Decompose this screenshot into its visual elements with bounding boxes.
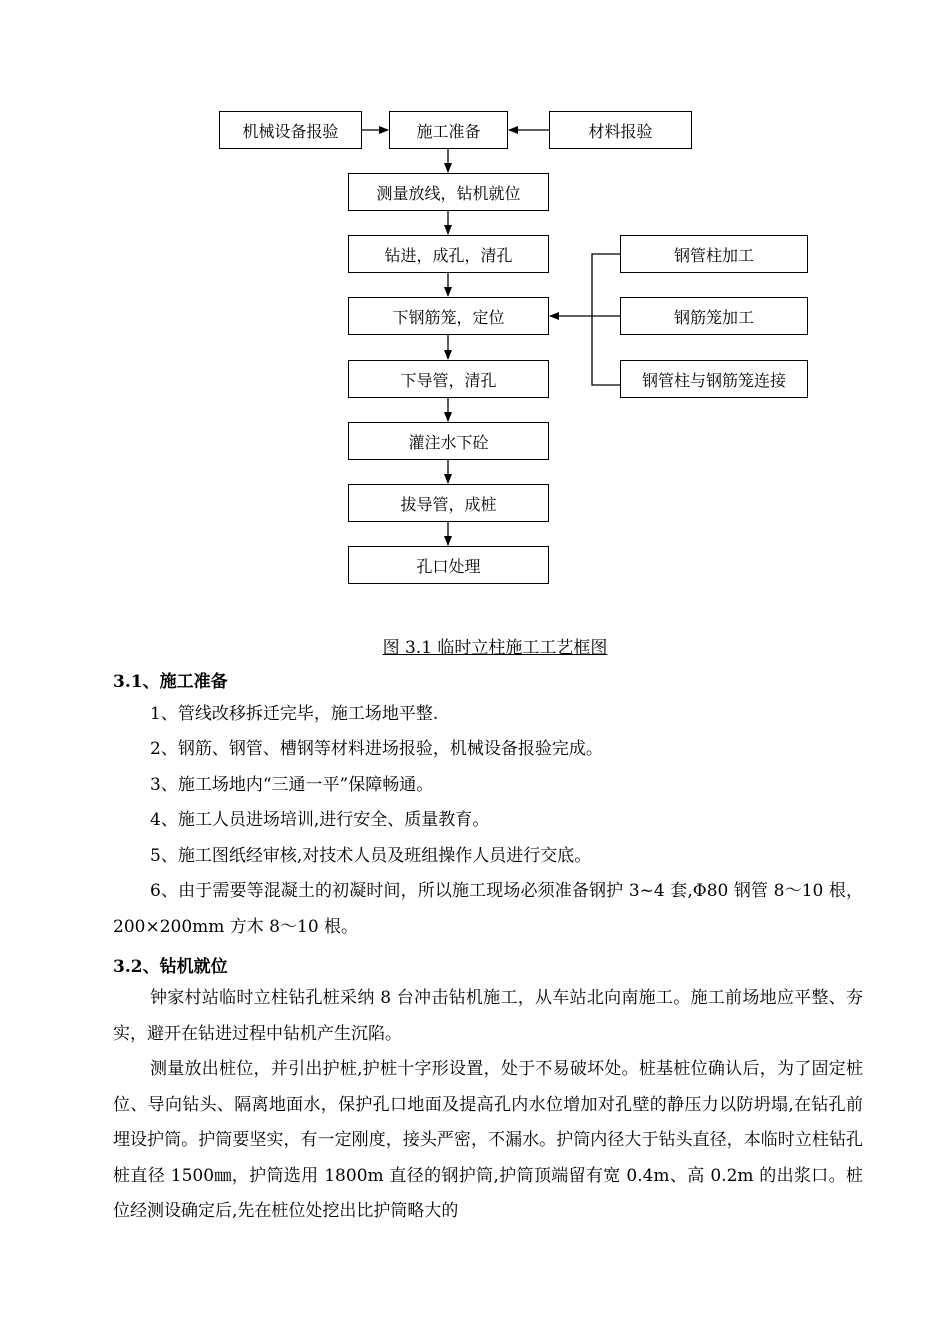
flow-box-column-cage-connect: 钢管柱与钢筋笼连接 <box>620 360 808 398</box>
prep-item-1: 1、管线改移拆迁完毕，施工场地平整. <box>150 704 439 724</box>
flow-box-drilling: 钻进，成孔，清孔 <box>348 235 549 273</box>
flow-box-survey: 测量放线，钻机就位 <box>348 173 549 211</box>
section-heading-3-2: 3.2、钻机就位 <box>113 957 228 977</box>
flow-box-lower-cage: 下钢筋笼，定位 <box>348 297 549 335</box>
flow-box-hole-treatment: 孔口处理 <box>348 546 549 584</box>
prep-item-3: 3、施工场地内“三通一平”保障畅通。 <box>150 775 434 795</box>
flow-box-steel-column: 钢管柱加工 <box>620 235 808 273</box>
prep-item-5: 5、施工图纸经审核,对技术人员及班组操作人员进行交底。 <box>150 846 592 866</box>
flow-box-pull-pipe: 拔导管，成桩 <box>348 484 549 522</box>
drill-setup-paragraph-2: 测量放出桩位，并引出护桩,护桩十字形设置，处于不易破坏处。桩基桩位确认后，为了固定桩位、导向钻头、隔离地面水，保护孔口地面及提高孔内水位增加对孔壁的静压力以防坍塌,在钻孔前埋设护筒。护筒要坚实，有一定刚度，接头严密，不漏水。护筒内径大于钻头直径，本临时立柱钻孔桩直径 1500㎜，护筒选用 1800m 直径的钢护筒,护筒顶端留有宽 0.4m、高 0.2m 的出浆口。桩位经测设确定后,先在桩位处挖出比护筒略大的 <box>113 1059 863 1221</box>
flow-box-cage-fabrication: 钢筋笼加工 <box>620 297 808 335</box>
prep-item-4: 4、施工人员进场培训,进行安全、质量教育。 <box>150 810 490 830</box>
prep-item-6: 6、由于需要等混凝土的初凝时间，所以施工现场必须准备钢护 3~4 套,Φ80 钢管 8～10 根，200×200mm 方木 8～10 根。 <box>113 881 863 937</box>
bracket-side-processes <box>592 254 620 385</box>
drill-setup-paragraph-1: 钟家村站临时立柱钻孔桩采纳 8 台冲击钻机施工，从车站北向南施工。施工前场地应平整、夯实，避开在钻进过程中钻机产生沉陷。 <box>113 988 863 1044</box>
flow-box-pour-concrete: 灌注水下砼 <box>348 422 549 460</box>
flow-box-tremie-pipe: 下导管，清孔 <box>348 360 549 398</box>
figure-caption: 图 3.1 临时立柱施工工艺框图 <box>382 638 608 658</box>
section-heading-3-1: 3.1、施工准备 <box>113 672 228 692</box>
prep-item-2: 2、钢筋、钢管、槽钢等材料进场报验，机械设备报验完成。 <box>150 739 603 759</box>
flow-box-equipment-inspection: 机械设备报验 <box>219 111 362 149</box>
flow-box-construction-prep: 施工准备 <box>389 111 508 149</box>
flowchart-connectors <box>0 0 950 620</box>
flow-box-material-inspection: 材料报验 <box>549 111 692 149</box>
